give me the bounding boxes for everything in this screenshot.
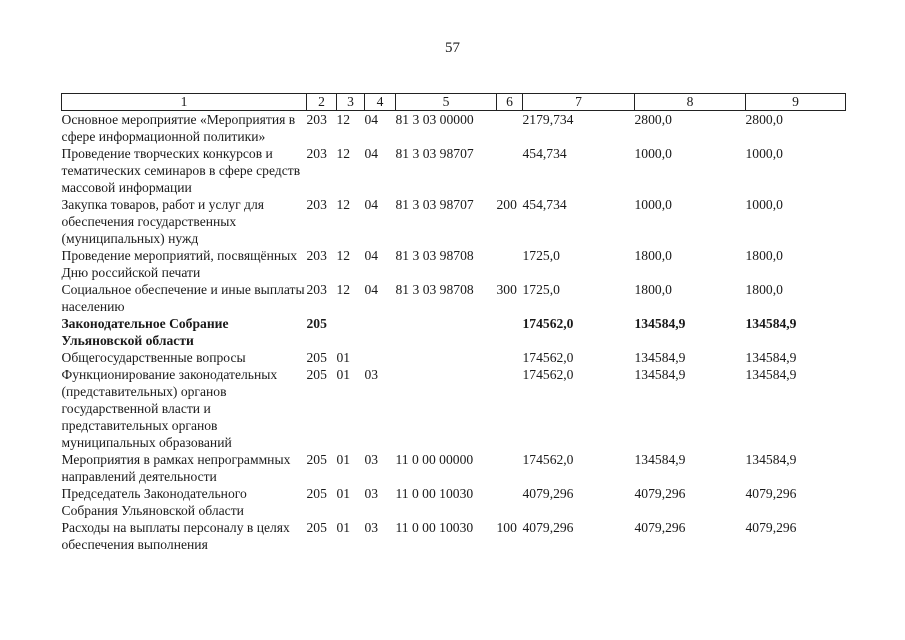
row-code-5: 81 3 03 98707 bbox=[395, 197, 474, 212]
table-row bbox=[62, 519, 846, 553]
row-code-6 bbox=[497, 366, 523, 451]
row-name: Общегосударственные вопросы bbox=[61, 350, 246, 365]
row-code-6 bbox=[497, 349, 523, 366]
row-code-4: 03 bbox=[364, 486, 379, 501]
row-code-2: 205 bbox=[306, 452, 327, 467]
row-value-7: 174562,0 bbox=[522, 350, 574, 365]
col-header-1: 1 bbox=[62, 94, 307, 111]
row-code-6: 200 bbox=[496, 197, 517, 212]
row-value-9: 4079,296 bbox=[745, 520, 797, 535]
row-code-4: 03 bbox=[364, 452, 379, 467]
row-value-8: 1000,0 bbox=[634, 197, 672, 212]
row-code-5: 11 0 00 10030 bbox=[395, 486, 474, 501]
row-value-8: 1000,0 bbox=[634, 146, 672, 161]
row-value-7: 1725,0 bbox=[522, 282, 560, 297]
row-value-7: 1725,0 bbox=[522, 248, 560, 263]
row-code-4: 03 bbox=[364, 367, 379, 382]
row-value-7: 454,734 bbox=[522, 197, 567, 212]
row-name: Функционирование законодательных (представительных) органов государственной власти и представительных органов муниципальных образований bbox=[61, 367, 278, 450]
table-row bbox=[62, 281, 846, 315]
row-code-6 bbox=[497, 247, 523, 281]
col-header-9: 9 bbox=[746, 94, 846, 111]
row-code-5: 81 3 03 98707 bbox=[395, 146, 474, 161]
table-row bbox=[62, 349, 846, 366]
row-value-9: 1800,0 bbox=[745, 282, 783, 297]
row-code-6: 100 bbox=[496, 520, 517, 535]
row-code-6 bbox=[497, 451, 523, 485]
row-code-6 bbox=[497, 315, 523, 349]
budget-table bbox=[61, 93, 846, 553]
row-value-8: 134584,9 bbox=[634, 367, 686, 382]
row-name: Проведение мероприятий, посвящённых Дню российской печати bbox=[61, 248, 298, 280]
row-value-9: 134584,9 bbox=[745, 367, 797, 382]
row-code-6 bbox=[497, 485, 523, 519]
row-code-4: 04 bbox=[364, 112, 379, 127]
row-code-5 bbox=[396, 349, 497, 366]
col-header-8: 8 bbox=[635, 94, 746, 111]
row-code-3: 12 bbox=[336, 248, 351, 263]
row-value-9: 134584,9 bbox=[745, 316, 797, 331]
col-header-3: 3 bbox=[337, 94, 365, 111]
row-code-5: 81 3 03 00000 bbox=[395, 112, 474, 127]
row-code-2: 203 bbox=[306, 282, 327, 297]
page-number: 57 bbox=[445, 40, 460, 56]
row-code-4: 04 bbox=[364, 146, 379, 161]
row-name: Основное мероприятие «Мероприятия в сфере информационной политики» bbox=[61, 112, 296, 144]
row-code-2: 203 bbox=[306, 146, 327, 161]
row-value-8: 1800,0 bbox=[634, 248, 672, 263]
table-row bbox=[62, 485, 846, 519]
row-code-3: 01 bbox=[336, 452, 351, 467]
row-code-2: 203 bbox=[306, 248, 327, 263]
col-header-7: 7 bbox=[523, 94, 635, 111]
row-code-2: 205 bbox=[306, 486, 327, 501]
row-value-8: 1800,0 bbox=[634, 282, 672, 297]
table-row bbox=[62, 366, 846, 451]
row-code-3: 01 bbox=[336, 367, 351, 382]
row-name: Мероприятия в рамках непрограммных направлений деятельности bbox=[61, 452, 291, 484]
row-value-8: 2800,0 bbox=[634, 112, 672, 127]
row-code-4: 04 bbox=[364, 282, 379, 297]
row-code-2: 205 bbox=[306, 350, 327, 365]
row-code-5: 81 3 03 98708 bbox=[395, 248, 474, 263]
row-value-8: 4079,296 bbox=[634, 520, 686, 535]
row-code-3: 12 bbox=[336, 146, 351, 161]
row-value-7: 4079,296 bbox=[522, 520, 574, 535]
col-header-2: 2 bbox=[307, 94, 337, 111]
row-code-5: 11 0 00 10030 bbox=[395, 520, 474, 535]
row-value-9: 1000,0 bbox=[745, 146, 783, 161]
row-value-9: 1800,0 bbox=[745, 248, 783, 263]
row-code-4 bbox=[365, 315, 396, 349]
row-name: Закупка товаров, работ и услуг для обеспечения государственных (муниципальных) нужд bbox=[61, 197, 265, 246]
row-name: Председатель Законодательного Собрания Ульяновской области bbox=[61, 486, 247, 518]
row-value-9: 2800,0 bbox=[745, 112, 783, 127]
row-code-3: 12 bbox=[336, 197, 351, 212]
row-code-3 bbox=[337, 315, 365, 349]
row-code-6: 300 bbox=[496, 282, 517, 297]
row-value-7: 4079,296 bbox=[522, 486, 574, 501]
row-name: Проведение творческих конкурсов и тематических семинаров в сфере средств массовой информации bbox=[61, 146, 301, 195]
row-value-9: 134584,9 bbox=[745, 452, 797, 467]
row-code-2: 203 bbox=[306, 112, 327, 127]
row-code-5 bbox=[396, 315, 497, 349]
row-name: Расходы на выплаты персоналу в целях обеспечения выполнения bbox=[61, 520, 290, 552]
row-code-4: 03 bbox=[364, 520, 379, 535]
col-header-4: 4 bbox=[365, 94, 396, 111]
row-code-4 bbox=[365, 349, 396, 366]
row-code-2: 205 bbox=[306, 316, 327, 331]
table-row bbox=[62, 111, 846, 146]
col-header-5: 5 bbox=[396, 94, 497, 111]
row-name: Законодательное Собрание Ульяновской области bbox=[61, 316, 229, 348]
table-row bbox=[62, 315, 846, 349]
col-header-6: 6 bbox=[497, 94, 523, 111]
row-value-9: 4079,296 bbox=[745, 486, 797, 501]
row-code-5 bbox=[396, 366, 497, 451]
row-code-2: 205 bbox=[306, 367, 327, 382]
table-row bbox=[62, 247, 846, 281]
table-row bbox=[62, 145, 846, 196]
table-body bbox=[62, 111, 846, 554]
row-value-8: 134584,9 bbox=[634, 316, 686, 331]
row-code-3: 01 bbox=[336, 350, 351, 365]
row-code-6 bbox=[497, 111, 523, 146]
row-value-7: 174562,0 bbox=[522, 452, 574, 467]
row-code-3: 12 bbox=[336, 282, 351, 297]
row-value-9: 134584,9 bbox=[745, 350, 797, 365]
row-value-8: 134584,9 bbox=[634, 452, 686, 467]
table-row bbox=[62, 196, 846, 247]
row-code-5: 11 0 00 00000 bbox=[395, 452, 474, 467]
row-value-7: 454,734 bbox=[522, 146, 567, 161]
row-code-5: 81 3 03 98708 bbox=[395, 282, 474, 297]
row-value-7: 174562,0 bbox=[522, 367, 574, 382]
row-name: Социальное обеспечение и иные выплаты населению bbox=[61, 282, 305, 314]
row-value-8: 4079,296 bbox=[634, 486, 686, 501]
table-header-row bbox=[62, 94, 846, 111]
row-code-4: 04 bbox=[364, 248, 379, 263]
row-code-3: 01 bbox=[336, 486, 351, 501]
row-value-8: 134584,9 bbox=[634, 350, 686, 365]
row-value-7: 174562,0 bbox=[522, 316, 574, 331]
row-code-3: 01 bbox=[336, 520, 351, 535]
row-value-7: 2179,734 bbox=[522, 112, 574, 127]
row-code-2: 205 bbox=[306, 520, 327, 535]
row-code-6 bbox=[497, 145, 523, 196]
row-code-3: 12 bbox=[336, 112, 351, 127]
row-code-4: 04 bbox=[364, 197, 379, 212]
table-row bbox=[62, 451, 846, 485]
row-value-9: 1000,0 bbox=[745, 197, 783, 212]
row-code-2: 203 bbox=[306, 197, 327, 212]
